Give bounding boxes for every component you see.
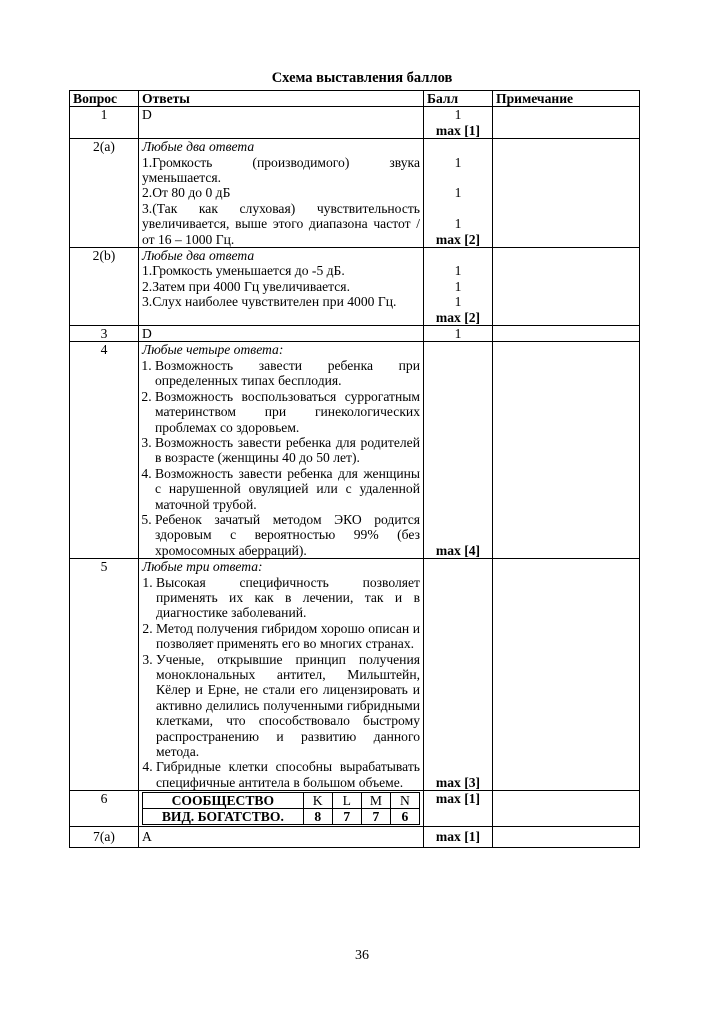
answer-item: 1. Возможность завести ребенка при определенных типах бесплодия. — [155, 358, 420, 389]
score-value: 1 — [454, 185, 462, 201]
answer-item: 2. Возможность воспользоваться суррогатным материнством при гинекологических проблемах со здоровьем. — [155, 389, 420, 435]
header-answers: Ответы — [139, 91, 424, 107]
score-max: max [1] — [435, 791, 481, 807]
answer-item: 3.Слух наиболее чувствителен при 4000 Гц. — [142, 294, 397, 310]
header-note: Примечание — [493, 91, 640, 107]
table-row — [70, 559, 640, 791]
note-cell — [493, 107, 640, 139]
answer-text: A — [142, 829, 152, 845]
answer-intro: Любые два ответа — [142, 139, 255, 155]
table-row — [70, 342, 640, 559]
table-row — [70, 827, 640, 848]
answer-item: 4. Возможность завести ребенка для женщины с нарушенной овуляцией или с удаленной маточной трубой. — [155, 466, 420, 512]
inner-cell: 7 — [332, 809, 361, 825]
score-max: max [1] — [435, 122, 481, 138]
answer-cell — [139, 559, 424, 791]
score-max: max [2] — [435, 309, 481, 325]
answer-cell — [139, 342, 424, 559]
score-max: max [4] — [435, 542, 481, 558]
answer-text: D — [142, 326, 152, 342]
note-cell — [493, 559, 640, 791]
table-row — [70, 248, 640, 326]
note-cell — [493, 791, 640, 827]
answer-item: 3.(Так как слуховая) чувствительность увеличивается, выше этого диапазона частот / от 16 – 1000 Гц. — [142, 200, 420, 247]
question-number: 2(b) — [70, 248, 139, 326]
score-max: max [1] — [435, 829, 481, 845]
answer-item: 3. Возможность завести ребенка для родителей в возрасте (женщины 40 до 50 лет). — [155, 435, 420, 466]
header-question: Вопрос — [70, 91, 139, 107]
question-number: 4 — [70, 342, 139, 559]
score-cell — [424, 342, 493, 559]
score-cell — [424, 107, 493, 139]
answer-item: 1.Громкость уменьшается до -5 дБ. — [142, 263, 345, 279]
page-title: Схема выставления баллов — [271, 70, 453, 86]
answer-item: 1.Громкость (производимого) звука уменьшается. — [142, 154, 420, 186]
inner-cell: 7 — [361, 809, 390, 825]
inner-cell: 8 — [303, 809, 332, 825]
inner-row — [143, 809, 420, 825]
score-cell — [424, 827, 493, 848]
answer-item: 2.Затем при 4000 Гц увеличивается. — [142, 278, 350, 294]
score-value: 1 — [454, 326, 462, 342]
inner-cell: K — [303, 793, 332, 809]
scoring-table — [69, 90, 640, 848]
table-row — [70, 107, 640, 139]
score-value: 1 — [454, 294, 462, 310]
answer-text: D — [142, 107, 152, 123]
table-row — [70, 326, 640, 342]
note-cell — [493, 139, 640, 248]
inner-cell: L — [332, 793, 361, 809]
score-value: 1 — [454, 154, 462, 170]
answer-item: 2. Метод получения гибридом хорошо описан и позволяет применять его во многих странах. — [156, 621, 420, 652]
score-value: 1 — [454, 278, 462, 294]
score-cell — [424, 791, 493, 827]
answer-item: 4. Гибридные клетки способны вырабатывать специфичные антитела в большом объеме. — [156, 759, 420, 790]
answer-item: 3. Ученые, открывшие принцип получения моноклональных антител, Мильштейн, Кёлер и Ерне, не стали его лицензировать и активно делились полученными гибридными клетками, что способствовало быстрому распространению и развитию данного метода. — [156, 652, 420, 760]
answer-cell — [139, 139, 424, 248]
question-number: 3 — [70, 326, 139, 342]
answer-cell — [139, 791, 424, 827]
answer-list — [142, 358, 420, 558]
table-row — [70, 139, 640, 248]
answer-item: 1. Высокая специфичность позволяет применять их как в лечении, так и в диагностике заболеваний. — [156, 575, 420, 621]
answer-intro: Любые три ответа: — [142, 559, 263, 575]
inner-cell: 6 — [390, 809, 419, 825]
inner-cell: M — [361, 793, 390, 809]
score-cell — [424, 248, 493, 326]
score-cell — [424, 139, 493, 248]
answer-cell — [139, 827, 424, 848]
score-value: 1 — [454, 216, 462, 232]
note-cell — [493, 342, 640, 559]
answer-intro: Любые четыре ответа: — [142, 342, 284, 358]
answer-item: 2.От 80 до 0 дБ — [142, 185, 231, 201]
score-value: 1 — [454, 107, 462, 123]
page-number: 36 — [355, 948, 369, 963]
question-number: 2(а) — [70, 139, 139, 248]
answer-cell — [139, 326, 424, 342]
inner-row — [143, 793, 420, 809]
note-cell — [493, 326, 640, 342]
answer-cell — [139, 107, 424, 139]
score-cell — [424, 559, 493, 791]
inner-cell: СООБЩЕСТВО — [143, 793, 304, 809]
answer-item: 5. Ребенок зачатый методом ЭКО родится здоровым с вероятностью 99% (без хромосомных аберраций). — [155, 512, 420, 558]
question-number: 1 — [70, 107, 139, 139]
community-table — [142, 792, 420, 825]
answer-cell — [139, 248, 424, 326]
question-number: 7(а) — [70, 827, 139, 848]
note-cell — [493, 827, 640, 848]
question-number: 5 — [70, 559, 139, 791]
answer-intro: Любые два ответа — [142, 248, 255, 264]
header-row — [70, 91, 640, 107]
answer-list — [142, 575, 420, 791]
header-score: Балл — [424, 91, 493, 107]
score-cell — [424, 326, 493, 342]
table-row — [70, 791, 640, 827]
score-max: max [2] — [435, 231, 481, 247]
score-value: 1 — [454, 263, 462, 279]
note-cell — [493, 248, 640, 326]
inner-cell: N — [390, 793, 419, 809]
score-max: max [3] — [435, 774, 481, 790]
question-number: 6 — [70, 791, 139, 827]
inner-cell: ВИД. БОГАТСТВО. — [143, 809, 304, 825]
